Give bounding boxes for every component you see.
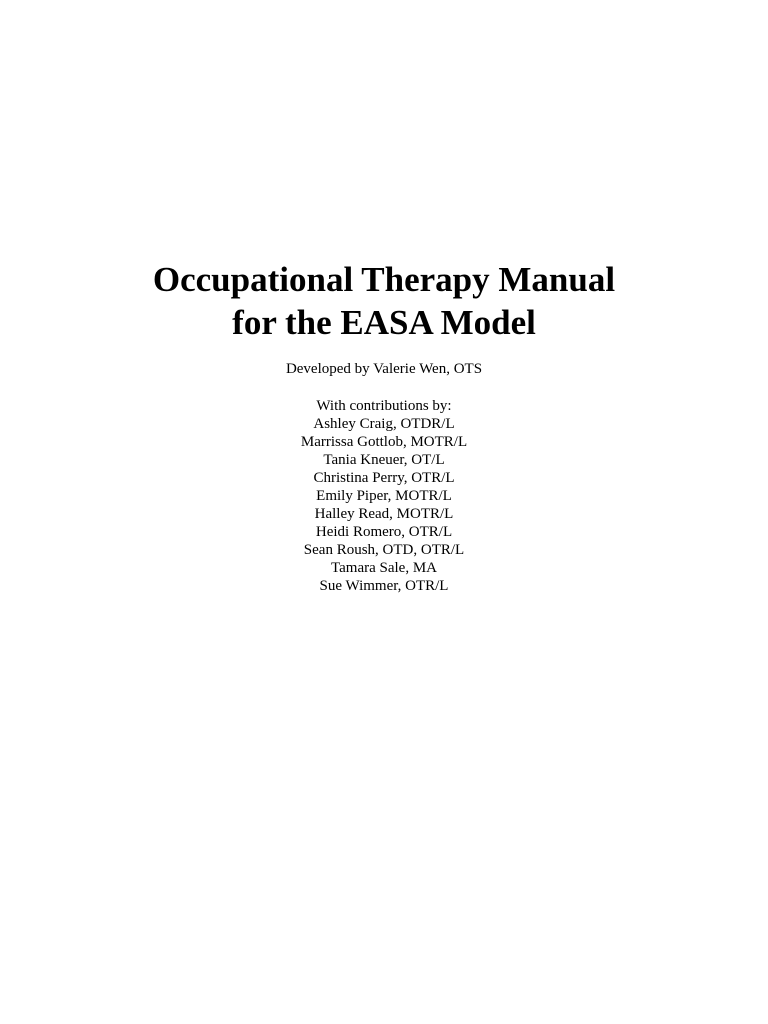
contributor-item: Marrissa Gottlob, MOTR/L: [300, 434, 468, 450]
title-line-2: for the EASA Model: [232, 303, 536, 342]
contributor-item: Tania Kneuer, OT/L: [323, 452, 445, 468]
contributor-item: Heidi Romero, OTR/L: [315, 524, 453, 540]
contributor-item: Christina Perry, OTR/L: [313, 470, 455, 486]
contributions-heading: With contributions by:: [316, 398, 452, 414]
contributor-item: Halley Read, MOTR/L: [314, 506, 454, 522]
contributor-list: [0, 415, 768, 595]
contributor-item: Sue Wimmer, OTR/L: [319, 578, 449, 594]
title-line-1: Occupational Therapy Manual: [152, 260, 616, 299]
contributions-section: [0, 397, 768, 595]
document-title: [0, 258, 768, 344]
contributor-item: Ashley Craig, OTDR/L: [313, 416, 455, 432]
contributor-item: Tamara Sale, MA: [331, 560, 437, 576]
developed-by-line: Developed by Valerie Wen, OTS: [285, 361, 483, 377]
contributor-item: Emily Piper, MOTR/L: [316, 488, 452, 504]
contributor-item: Sean Roush, OTD, OTR/L: [303, 542, 465, 558]
